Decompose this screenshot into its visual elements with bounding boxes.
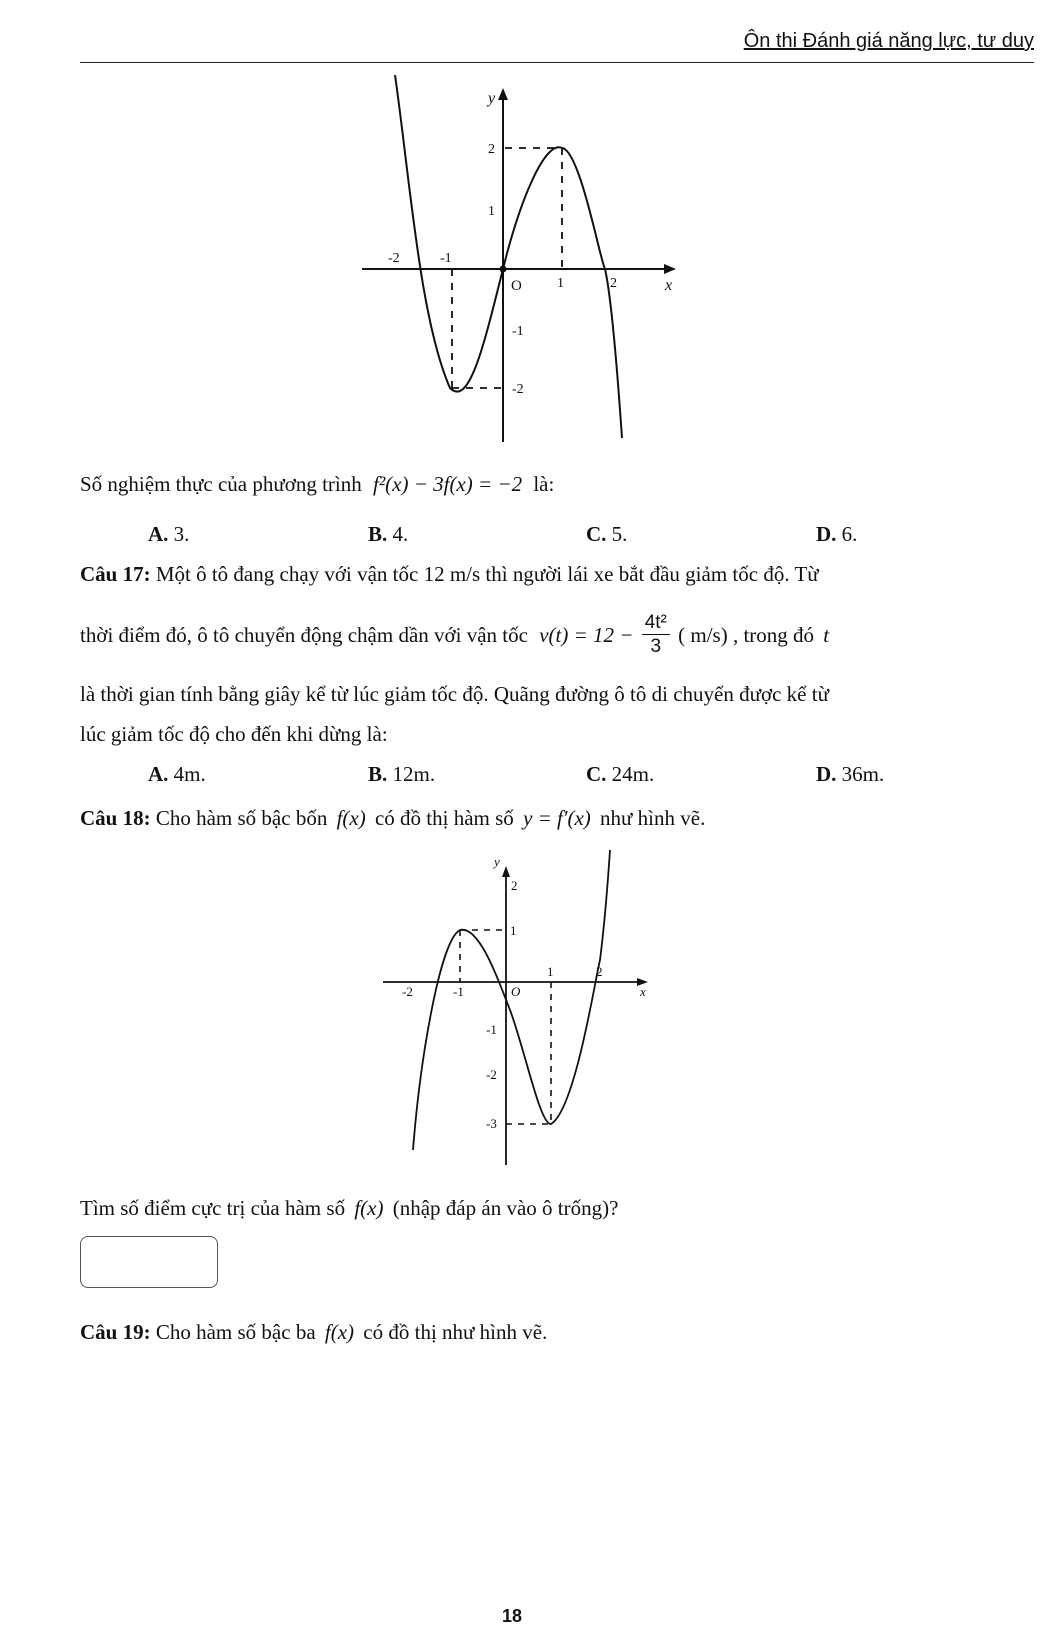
graph1-x-tick: -1 [440, 251, 452, 266]
q16-option-value: 4. [392, 522, 409, 546]
q18-fpx: y = f′(x) [523, 806, 591, 830]
q19-fx: f(x) [324, 1320, 355, 1344]
q17-line3: là thời gian tính bằng giây kể từ lúc giảm tốc độ. Quãng đường ô tô di chuyển được kể từ [80, 682, 829, 706]
q16-option-label: C. [586, 522, 607, 546]
q17-fraction [642, 612, 670, 659]
q17-line2-before: thời điểm đó, ô tô chuyển động chậm dần với vận tốc [80, 623, 528, 647]
q17-option-c[interactable] [586, 762, 654, 787]
q17-line1 [80, 562, 819, 587]
q18-fx: f(x) [336, 806, 366, 830]
q18-line1 [80, 806, 705, 831]
graph1-x-arrow [664, 264, 676, 274]
graph1-y-tick: -2 [512, 382, 524, 397]
q17-option-b[interactable] [368, 762, 435, 787]
graph1-y-tick: -1 [512, 324, 524, 339]
graph2-y-tick: 2 [511, 878, 518, 893]
graph2-y-arrow [502, 866, 510, 877]
header-divider [80, 62, 1034, 63]
q17-label: Câu 17: [80, 562, 151, 586]
q16-equation: f²(x) − 3f(x) = −2 [373, 472, 523, 496]
graph1-x-label: x [665, 277, 673, 294]
q16-option-value: 5. [611, 522, 628, 546]
q17-option-d[interactable] [816, 762, 884, 787]
q18-question-after: (nhập đáp án vào ô trống)? [392, 1196, 619, 1220]
graph2-x-label: x [640, 984, 646, 999]
q19-label: Câu 19: [80, 1320, 151, 1344]
graph1-origin-label: O [511, 278, 522, 294]
graph2-x-tick: 1 [547, 964, 554, 979]
q16-option-label: B. [368, 522, 388, 546]
graph1-y-tick: 1 [488, 204, 495, 219]
q18-question-fx: f(x) [354, 1196, 384, 1220]
q17-line2 [80, 612, 829, 659]
graph1-y-label: y [488, 90, 496, 107]
page-number: 18 [502, 1606, 523, 1626]
q16-option-b[interactable] [368, 522, 408, 547]
q17-line2-after: , trong đó [732, 623, 815, 647]
q18-label: Câu 18: [80, 806, 151, 830]
q17-line1-text: Một ô tô đang chạy với vận tốc 12 m/s thì người lái xe bắt đầu giảm tốc độ. Từ [155, 562, 819, 586]
q16-question [80, 472, 554, 497]
graph1-x-tick: 1 [557, 276, 564, 291]
graph2-x-tick: 2 [596, 964, 603, 979]
graph1-y-tick: 2 [488, 142, 495, 157]
graph1-curve [395, 75, 622, 438]
q17-fraction-denominator: 3 [650, 636, 662, 657]
graph1-origin-dot [500, 266, 507, 273]
q17-option-label: D. [816, 762, 837, 786]
q17-option-label: A. [148, 762, 169, 786]
q18-question-before: Tìm số điểm cực trị của hàm số [80, 1196, 346, 1220]
graph-2 [380, 845, 660, 1170]
q16-option-a[interactable] [148, 522, 189, 547]
q19-text2: có đồ thị như hình vẽ. [363, 1320, 548, 1344]
q17-option-value: 36m. [841, 762, 885, 786]
q16-option-d[interactable] [816, 522, 857, 547]
q17-formula-lhs: v(t) = 12 − [539, 623, 634, 647]
q17-line4: lúc giảm tốc độ cho đến khi dừng là: [80, 722, 388, 746]
graph1-y-arrow [498, 88, 508, 100]
q17-option-value: 4m. [173, 762, 206, 786]
q16-option-label: D. [816, 522, 837, 546]
q16-option-c[interactable] [586, 522, 627, 547]
graph1-x-tick: 2 [610, 276, 617, 291]
q17-fraction-numerator: 4t² [642, 612, 670, 635]
graph2-y-label: y [494, 854, 500, 869]
header-title: Ôn thi Đánh giá năng lực, tư duy [743, 30, 1034, 52]
q17-line2-var: t [823, 623, 830, 647]
q17-option-label: C. [586, 762, 607, 786]
q18-answer-input[interactable] [80, 1236, 218, 1288]
q16-text-before: Số nghiệm thực của phương trình [80, 472, 362, 496]
q16-option-value: 6. [841, 522, 858, 546]
graph2-y-tick: 1 [510, 923, 517, 938]
q19-line1 [80, 1320, 547, 1345]
q18-text1: Cho hàm số bậc bốn [155, 806, 328, 830]
q18-text2: có đồ thị hàm số [374, 806, 514, 830]
graph1-x-tick: -2 [388, 251, 400, 266]
q17-formula-unit: ( m/s) [678, 623, 728, 647]
q16-option-label: A. [148, 522, 169, 546]
q17-option-label: B. [368, 762, 388, 786]
graph2-y-tick: -1 [486, 1022, 497, 1037]
graph2-origin-label: O [511, 984, 521, 999]
q18-prompt [80, 1196, 618, 1221]
q16-option-value: 3. [173, 522, 190, 546]
q18-text3: như hình vẽ. [600, 806, 706, 830]
graph2-x-tick: -1 [453, 984, 464, 999]
graph-1 [355, 75, 695, 455]
q17-option-value: 24m. [611, 762, 655, 786]
q16-text-after: là: [533, 472, 555, 496]
q19-text1: Cho hàm số bậc ba [155, 1320, 316, 1344]
graph2-y-tick: -3 [486, 1116, 497, 1131]
q17-option-value: 12m. [392, 762, 436, 786]
graph2-y-tick: -2 [486, 1067, 497, 1082]
graph2-curve [413, 850, 610, 1150]
graph2-x-tick: -2 [402, 984, 413, 999]
q17-option-a[interactable] [148, 762, 206, 787]
